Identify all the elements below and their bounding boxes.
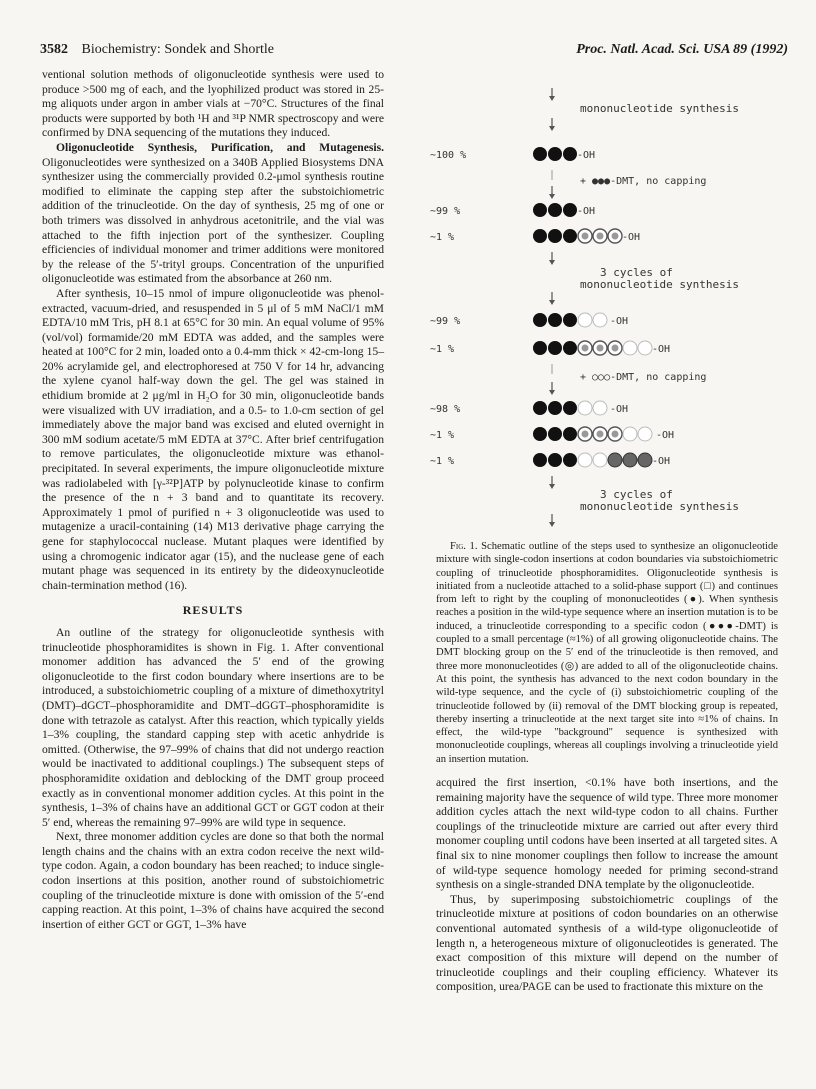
step-label-trimer-2: + ○○○-DMT, no capping bbox=[580, 372, 707, 383]
oh-label: -OH bbox=[652, 344, 671, 355]
right-column bbox=[436, 540, 778, 995]
paragraph-synthesis bbox=[42, 141, 384, 287]
percentage-label: ~100 % bbox=[430, 150, 467, 161]
percentage-label: ~1 % bbox=[430, 232, 455, 243]
paragraph-results-2: Next, three monomer addition cycles are done so that both the normal length chains and the chains with an extra codon receive the next wild-type codon. Again, a codon boundary has been reached; to induce single-codon insertions at this position, another round of substoichiometric coupling of the trinucleotide mixture is done with omission of the 5′-end capping reaction. At this point, 1–3% of chains have acquired the second insertion of either GCT or GGT, 1–3% have bbox=[42, 830, 384, 931]
section-heading-synthesis: Oligonucleotide Synthesis, Purification, and Mutagenesis. bbox=[56, 140, 384, 154]
page-number: 3582 bbox=[40, 42, 68, 57]
chain-row-1a bbox=[533, 229, 640, 243]
step-label-mononucleotide-1: mononucleotide synthesis bbox=[580, 102, 739, 115]
arrow-down bbox=[549, 88, 555, 101]
oh-label: -OH bbox=[656, 430, 675, 441]
chain-row-1b bbox=[533, 341, 670, 355]
chain-row-99a bbox=[533, 203, 595, 217]
percentage-label: ~1 % bbox=[430, 430, 455, 441]
running-header-left bbox=[40, 42, 274, 58]
paragraph-continuation: acquired the first insertion, <0.1% have both insertions, and the remaining majority have the sequence of wild type. Three more monomer addition cycles attach the next wild-type codon to all chains. Further couplings of the trinucleotide mixture are carried out after every third monomer coupling until codons have been inserted at all targeted sites. A final six to nine monomer couplings then follow to increase the amount of wild-type sequence homology needed for priming second-strand synthesis on a single-stranded DNA template by the oligonucleotide. bbox=[436, 776, 779, 892]
percentage-label: ~98 % bbox=[430, 404, 461, 415]
chain-row-99b bbox=[533, 313, 628, 327]
synthesis-schematic bbox=[420, 80, 790, 530]
arrow-down bbox=[549, 514, 555, 527]
figure-caption bbox=[436, 540, 778, 766]
chain-row-100 bbox=[533, 147, 595, 161]
oh-label: -OH bbox=[577, 206, 596, 217]
results-heading: RESULTS bbox=[182, 603, 244, 618]
chain-row-1c bbox=[533, 427, 674, 441]
step-label-cycles-2-line1: 3 cycles of bbox=[600, 488, 673, 501]
paragraph-purification: After synthesis, 10–15 nmol of impure oligonucleotide was phenol-extracted, vacuum-dried, and resuspended in 5 μl of 5 mM NaCl/1 mM EDTA/10 mM Tris, pH 8.1 at 65°C for 30 min. An equal volume of 95% (vol/vol) formamide/20 mM EDTA was added, and the samples were heated at 100°C for 2 min, loaded onto a 0.4-mm thick × 42-cm-long 15–20% acrylamide gel, and electrophoresed at 750 V for 14 hr, advancing the xylene cyanol half-way down the gel. The gel was stained in ethidium bromide at 2 μg/ml in H₂O for 30 min, oligonucleotide bands were visualized with UV irradiation, and a 0.5- to 1.0-cm section of gel immediately above the major band was excised and eluted overnight in 300 mM sodium acetate/5 mM EDTA at 37°C. After brief centrifugation to remove particulates, the oligonucleotide mixture was ethanol-precipitated. In several experiments, the impure oligonucleotide mixture was radiolabeled with [γ-³²P]ATP by polynucleotide kinase to confirm the presence of the n + 3 band and to quantitate its recovery. Approximately 1 pmol of purified n + 3 oligonucleotide was used to mutagenize a uracil-containing (14) M13 derivative phage carrying the gene for staphylococcal nuclease. Mutant plaques were identified by using a chromogenic indicator agar (15), and the nuclease gene of each mutant phage was sequenced in its entirety by the dideoxynucleotide chain-termination method (16). bbox=[42, 286, 384, 592]
journal-authors: Biochemistry: Sondek and Shortle bbox=[81, 42, 274, 57]
percentage-label: ~99 % bbox=[430, 316, 461, 327]
oh-label: -OH bbox=[577, 150, 596, 161]
chain-row-98 bbox=[533, 401, 628, 415]
step-label-cycles-1-line1: 3 cycles of bbox=[600, 266, 673, 279]
arrow-down bbox=[549, 118, 555, 131]
paragraph-thus: Thus, by superimposing substoichiometric couplings of the trinucleotide mixture at positions of codon boundaries on an otherwise conventional automated synthesis of a wild-type oligonucleotide of length n, a heterogeneous mixture of oligonucleotides is generated. The exact composition of this mixture will depend on the number of trinucleotide couplings and their coupling efficiency. Whatever its composition, urea/PAGE can be used to fractionate this mixture on the bbox=[436, 892, 778, 994]
paragraph-synthesis-text: Oligonucleotides were synthesized on a 340B Applied Biosystems DNA synthesizer using the commercially provided 0.2-μmol synthesis routine modified to eliminate the capping step after the substoichiometric addition of the trinucleotide. On the day of synthesis, 25 mg of one or both trimers was dissolved in anhydrous acetonitrile, and the vial was attached to the fifth injection port of the synthesizer. Coupling efficiencies of individual monomer and trimer additions were monitored by the release of the 5′-trityl groups. Concentration of the unpurified oligonucleotide was estimated from the absorbance at 260 nm. bbox=[42, 155, 384, 286]
left-column bbox=[42, 68, 384, 932]
oh-label: -OH bbox=[610, 404, 629, 415]
oh-label: -OH bbox=[610, 316, 629, 327]
figure-1 bbox=[420, 80, 790, 530]
paragraph-intro: ventional solution methods of oligonucleotide synthesis were used to produce >500 mg of each, and the lyophilized product was stored in 25-mg aliquots under argon in amber vials at −70°C. Structures of the final products were supported by both ¹H and ³¹P NMR spectroscopy and were confirmed by DNA sequencing of the mutations they induced. bbox=[42, 68, 384, 140]
arrow-down bbox=[549, 292, 555, 305]
citation: Proc. Natl. Acad. Sci. USA 89 (1992) bbox=[576, 42, 788, 57]
figure-caption-text: Schematic outline of the steps used to synthesize an oligonucleotide mixture with single-codon insertions at codon boundaries via substoichiometric coupling of trinucleotide phosphoramidites. Oligonucleotide synthesis is initiated from a nucleotide attached to a solid-phase support (□) and continues from left to right by the coupling of mononucleotides (●). When synthesis reaches a position in the wild-type sequence where an insertion mutation is to be induced, a trinucleotide corresponding to a specific codon (●●●-DMT) is coupled to a small percentage (≈1%) of all growing oligonucleotide chains. The DMT blocking group on the 5′ end of the trinucleotide is then removed, and three more mononucleotides (◎) are added to all of the oligonucleotide chains. At this point, the synthesis has advanced to the next codon boundary in the wild-type sequence, and the cycle of (i) substoichiometric coupling of the trinucleotide followed by (ii) removal of the DMT blocking group is repeated, thereby inserting a trinucleotide at the next target site into ≈1% of chains. In effect, the wild-type "background" sequence is synthesized with mononucleotide couplings, whereas all couplings involving a trinucleotide yield an insertion mutation. bbox=[436, 541, 779, 765]
oh-label: -OH bbox=[622, 232, 641, 243]
percentage-label: ~99 % bbox=[430, 206, 461, 217]
arrow-down bbox=[549, 476, 555, 489]
figure-label: Fig. 1. bbox=[450, 541, 478, 552]
percentage-label: ~1 % bbox=[430, 456, 455, 467]
chain-row-1d bbox=[533, 453, 670, 467]
step-label-cycles-2-line2: mononucleotide synthesis bbox=[580, 500, 739, 513]
step-label-trimer-1: + ●●●-DMT, no capping bbox=[580, 176, 707, 187]
arrow-down bbox=[549, 382, 555, 395]
arrow-down bbox=[549, 252, 555, 265]
paragraph-results-1: An outline of the strategy for oligonucleotide synthesis with trinucleotide phosphoramidites is shown in Fig. 1. After conventional monomer addition has advanced the 5′ end of the growing oligonucleotide to the first codon boundary where insertions are to be introduced, a substoichiometric coupling of a mixture of dimethoxytrityl (DMT)–dGCT–phosphoramidite and DMT–dGGT–phosphoramidite is done with tetrazole as catalyst. After this reaction, which typically yields 1–3% coupling, the standard capping step with acetic anhydride is omitted. (Otherwise, the 97–99% of chains that did not undergo reaction would be inactivated to additional couplings.) The subsequent steps of phosphoramidite oxidation and deblocking of the DMT group proceed exactly as in conventional monomer addition cycles. At this point in the synthesis, 1–3% of chains have an additional GCT or GGT codon at their 5′ end, whereas the remaining 97–99% are wild type in sequence. bbox=[42, 625, 384, 829]
arrow-down bbox=[549, 186, 555, 199]
percentage-label: ~1 % bbox=[430, 344, 455, 355]
oh-label: -OH bbox=[652, 456, 671, 467]
step-label-cycles-1-line2: mononucleotide synthesis bbox=[580, 278, 739, 291]
